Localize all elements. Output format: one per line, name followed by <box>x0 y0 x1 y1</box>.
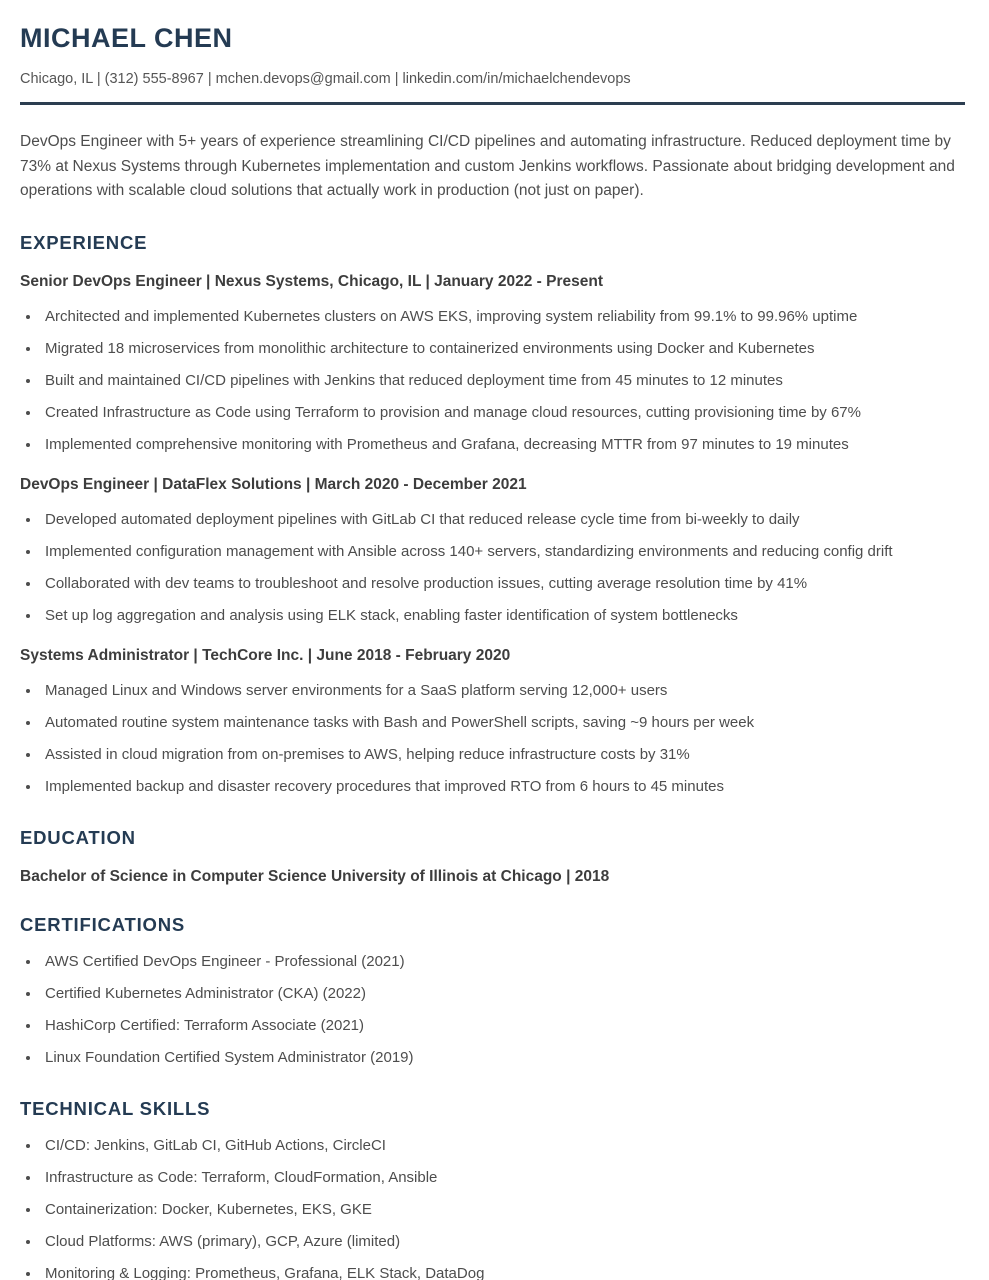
job-heading-3: Systems Administrator | TechCore Inc. | June 2018 - February 2020 <box>20 646 511 664</box>
bullet-item: • Collaborated with dev teams to troubleshoot and resolve production issues, cutting average resolution time by 41% <box>41 572 965 596</box>
bullet-item: • Implemented backup and disaster recovery procedures that improved RTO from 6 hours to 45 minutes <box>41 775 965 799</box>
bullet-item: • Developed automated deployment pipelines with GitLab CI that reduced release cycle time from bi-weekly to daily <box>41 508 965 532</box>
header-divider <box>20 102 965 105</box>
bullet-item: • Created Infrastructure as Code using Terraform to provision and manage cloud resources, cutting provisioning time by 67% <box>41 401 965 425</box>
job-3-bullet-list <box>20 679 965 799</box>
skill-item: • Containerization: Docker, Kubernetes, EKS, GKE <box>41 1198 965 1222</box>
section-title-certifications: CERTIFICATIONS <box>20 913 186 935</box>
bullet-item: • Assisted in cloud migration from on-premises to AWS, helping reduce infrastructure costs by 31% <box>41 743 965 767</box>
certification-item: • HashiCorp Certified: Terraform Associate (2021) <box>41 1014 965 1038</box>
skill-item: • Cloud Platforms: AWS (primary), GCP, Azure (limited) <box>41 1230 965 1254</box>
technical-skills-list <box>20 1134 965 1280</box>
skill-item: • Monitoring & Logging: Prometheus, Grafana, ELK Stack, DataDog <box>41 1262 965 1280</box>
skill-item: • CI/CD: Jenkins, GitLab CI, GitHub Actions, CircleCI <box>41 1134 965 1158</box>
resume-name: MICHAEL CHEN <box>20 23 233 53</box>
bullet-item: • Automated routine system maintenance tasks with Bash and PowerShell scripts, saving ~9 hours per week <box>41 711 965 735</box>
certification-item: • AWS Certified DevOps Engineer - Professional (2021) <box>41 950 965 974</box>
summary-paragraph: DevOps Engineer with 5+ years of experience streamlining CI/CD pipelines and automating infrastructure. Reduced deployment time by 73% at Nexus Systems through Kubernetes implementation and custom Jenkins workflows. Passionate about bridging development and operations with scalable cloud solutions that actually work in production (not just on paper). <box>20 133 955 199</box>
job-heading-2: DevOps Engineer | DataFlex Solutions | March 2020 - December 2021 <box>20 475 527 493</box>
education-degree-line: Bachelor of Science in Computer Science University of Illinois at Chicago | 2018 <box>20 867 610 885</box>
certification-item: • Linux Foundation Certified System Administrator (2019) <box>41 1046 965 1070</box>
bullet-item: • Migrated 18 microservices from monolithic architecture to containerized environments using Docker and Kubernetes <box>41 337 965 361</box>
certifications-list <box>20 950 965 1070</box>
bullet-item: • Set up log aggregation and analysis using ELK stack, enabling faster identification of system bottlenecks <box>41 604 965 628</box>
job-heading-1: Senior DevOps Engineer | Nexus Systems, Chicago, IL | January 2022 - Present <box>20 272 603 290</box>
bullet-item: • Built and maintained CI/CD pipelines with Jenkins that reduced deployment time from 45 minutes to 12 minutes <box>41 369 965 393</box>
bullet-item: • Managed Linux and Windows server environments for a SaaS platform serving 12,000+ users <box>41 679 965 703</box>
skill-item: • Infrastructure as Code: Terraform, CloudFormation, Ansible <box>41 1166 965 1190</box>
job-2-bullet-list <box>20 508 965 628</box>
bullet-item: • Implemented comprehensive monitoring with Prometheus and Grafana, decreasing MTTR from 97 minutes to 19 minutes <box>41 433 965 457</box>
contact-line: Chicago, IL | (312) 555-8967 | mchen.devops@gmail.com | linkedin.com/in/michaelchendevops <box>20 71 631 87</box>
section-title-experience: EXPERIENCE <box>20 231 148 253</box>
bullet-item: • Implemented configuration management with Ansible across 140+ servers, standardizing environments and reducing config drift <box>41 540 965 564</box>
section-title-education: EDUCATION <box>20 826 136 848</box>
bullet-item: • Architected and implemented Kubernetes clusters on AWS EKS, improving system reliability from 99.1% to 99.96% uptime <box>41 305 965 329</box>
certification-item: • Certified Kubernetes Administrator (CKA) (2022) <box>41 982 965 1006</box>
section-title-technical-skills: TECHNICAL SKILLS <box>20 1097 211 1119</box>
job-1-bullet-list <box>20 305 965 457</box>
